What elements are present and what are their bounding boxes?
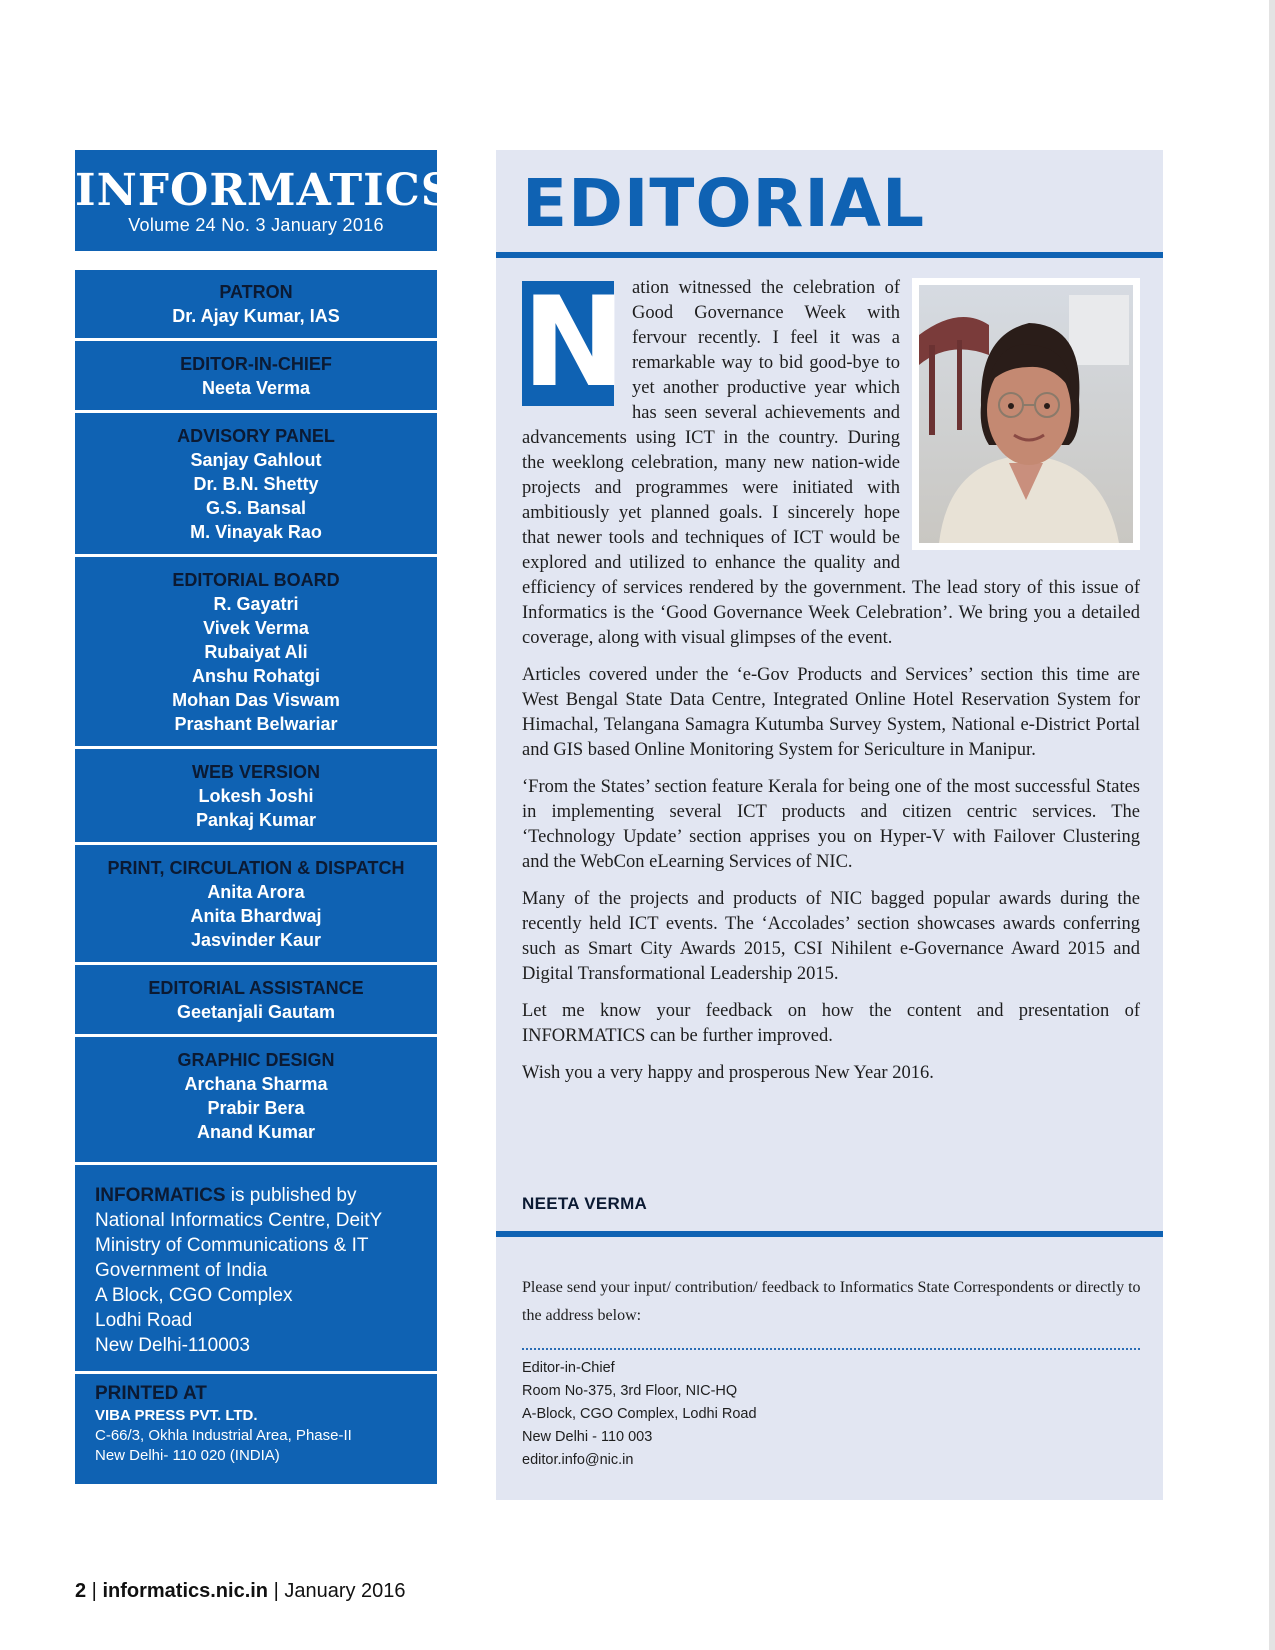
publisher-intro: is published by [225,1185,357,1206]
credit-name: Neeta Verma [201,378,311,398]
credit-name: Sanjay Gahlout [190,450,322,470]
credit-box [75,557,437,746]
heading-rule [496,252,1163,258]
publisher-box [75,1165,437,1371]
contact-note: Please send your input/ contribution/ feedback to Informatics State Correspondents or directly to the address below: [522,1279,1141,1324]
editorial-paragraph: Many of the projects and products of NIC bagged popular awards during the recently held ICT events. The ‘Accolades’ section showcases awards conferring such as Smart City Awards 2015, CSI Nihilent e-Governance Award 2015 and Digital Transformational Leadership 2015. [522,889,1140,984]
credit-box [75,341,437,410]
address-line: Editor-in-Chief [522,1360,615,1376]
first-paragraph-text: ation witnessed the celebration of Good Governance Week with fervour recently. I feel it was a remarkable way to bid good-bye to yet another productive year which has seen several achievements and advancements using ICT in the country. During the weeklong celebration, many new nation-wide projects and programmes were initiated with ambitiously yet planned goals. I sincerely hope that newer tools and techniques of ICT would be explored and utilized to enhance the quality and efficiency of services rendered by the government. The lead story of this issue of Informatics is the ‘Good Governance Week Celebration’. We bring you a detailed coverage, along with visual glimpses of the event. [522,278,1140,648]
credit-role: EDITORIAL ASSISTANCE [148,978,364,998]
credit-box [75,749,437,842]
credit-box [75,270,437,338]
printed-at-box [75,1374,437,1484]
dotted-divider [522,1348,1140,1350]
footer-separator: | [86,1580,103,1602]
footer-separator: | [268,1580,285,1602]
credit-box [75,413,437,554]
footer-site-link[interactable]: informatics.nic.in [102,1580,269,1602]
address-line: Room No-375, 3rd Floor, NIC-HQ [522,1383,738,1399]
credit-name: Vivek Verma [203,618,309,638]
editor-signature: NEETA VERMA [522,1194,648,1213]
credit-name: Archana Sharma [184,1074,328,1094]
credit-box [75,1037,437,1162]
editorial-body [522,271,1140,1098]
credits-list [75,270,437,1162]
publisher-line: Government of India [95,1260,268,1281]
editor-portrait-image [919,285,1133,543]
credit-name: Lokesh Joshi [198,786,314,806]
credit-role: EDITOR-IN-CHIEF [180,354,332,374]
credit-name: Anand Kumar [196,1122,315,1142]
publisher-line: A Block, CGO Complex [95,1285,293,1306]
credit-name: Anshu Rohatgi [192,666,320,686]
printed-at-heading: PRINTED AT [95,1383,207,1404]
credit-name: Anita Bhardwaj [190,906,322,926]
printer-address-line: C-66/3, Okhla Industrial Area, Phase-II [95,1427,352,1444]
publisher-line: New Delhi-110003 [95,1335,250,1356]
credit-name: Mohan Das Viswam [172,690,340,710]
credit-role: PATRON [219,282,293,302]
credit-name: Dr. B.N. Shetty [193,474,319,494]
editorial-panel [496,150,1163,1500]
publisher-line: Ministry of Communications & IT [95,1235,369,1256]
credit-name: Prashant Belwariar [174,714,338,734]
credit-role: PRINT, CIRCULATION & DISPATCH [107,858,405,878]
credit-name: Geetanjali Gautam [176,1002,336,1022]
page-footer [75,1580,406,1603]
publisher-line: Lodhi Road [95,1310,193,1331]
masthead-sidebar [75,150,454,1484]
credit-box [75,965,437,1034]
editorial-paragraph: ‘From the States’ section feature Kerala for being one of the most successful States in implementing several ICT products and citizen centric services. The ‘Technology Update’ section apprises you on Hyper-V with Failover Clustering and the WebCon eLearning Services of NIC. [522,777,1140,872]
credit-name: R. Gayatri [213,594,299,614]
editor-portrait [912,278,1140,550]
page-number: 2 [75,1580,87,1602]
page-edge-shadow [1269,0,1275,1650]
magazine-title: INFORMATICS [75,165,454,216]
editorial-paragraph: Articles covered under the ‘e-Gov Products and Services’ section this time are West Bengal State Data Centre, Integrated Online Hotel Reservation System for Himachal, Telangana Samagra Kutumba Survey System, National e-District Portal and GIS based Online Monitoring System for Sericulture in Manipur. [522,665,1140,760]
credit-name: M. Vinayak Rao [190,522,322,542]
credit-name: G.S. Bansal [205,498,307,518]
printer-address-line: New Delhi- 110 020 (INDIA) [95,1447,280,1464]
printer-name: VIBA PRESS PVT. LTD. [95,1407,258,1424]
credit-role: EDITORIAL BOARD [172,570,340,590]
credit-role: ADVISORY PANEL [177,426,335,446]
footer-date: January 2016 [284,1580,406,1602]
credit-name: Rubaiyat Ali [204,642,308,662]
credit-name: Jasvinder Kaur [190,930,322,950]
credit-name: Prabir Bera [207,1098,305,1118]
editorial-paragraph: Wish you a very happy and prosperous New Year 2016. [522,1063,934,1083]
signature-rule [496,1231,1163,1237]
drop-cap: N [522,271,626,415]
editorial-paragraph: Let me know your feedback on how the content and presentation of INFORMATICS can be further improved. [522,1001,1140,1046]
editorial-heading: EDITORIAL [522,165,926,242]
editor-email: editor.info@nic.in [522,1452,634,1468]
credit-name: Pankaj Kumar [195,810,317,830]
publisher-name: INFORMATICS [95,1185,226,1206]
publisher-line: National Informatics Centre, DeitY [95,1210,383,1231]
credit-role: WEB VERSION [191,762,320,782]
credit-box [75,845,437,962]
editor-address [522,1357,757,1472]
address-line: New Delhi - 110 003 [522,1429,653,1445]
credit-role: GRAPHIC DESIGN [177,1050,335,1070]
credit-name: Dr. Ajay Kumar, IAS [172,306,340,326]
masthead-box [75,150,454,251]
address-line: A-Block, CGO Complex, Lodhi Road [522,1406,757,1422]
issue-volume: Volume 24 No. 3 January 2016 [128,215,384,235]
credit-name: Anita Arora [207,882,305,902]
